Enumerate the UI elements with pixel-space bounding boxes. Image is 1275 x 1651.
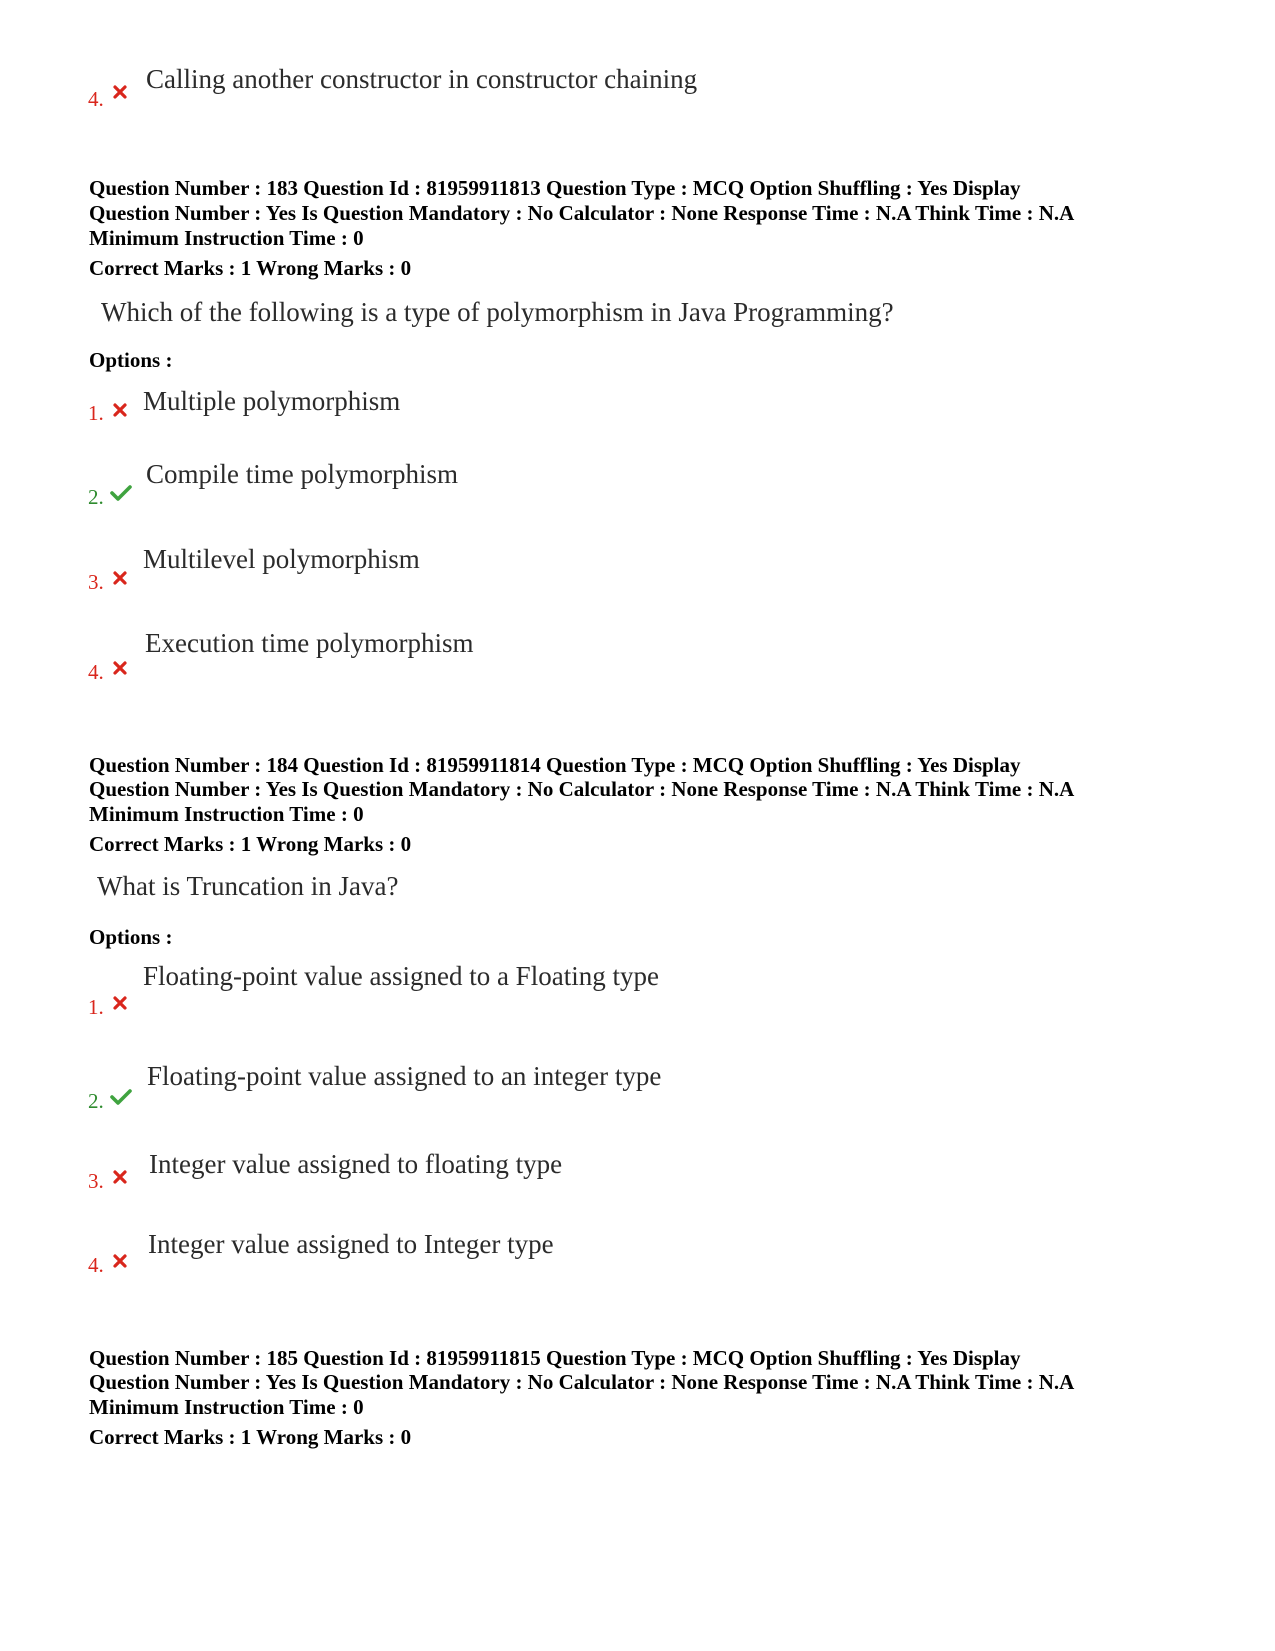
question-meta-line: Question Number : 185 Question Id : 81959911815 Question Type : MCQ Option Shuffling : Yes Display (89, 1346, 1021, 1370)
question-meta-line: Minimum Instruction Time : 0 (89, 1395, 364, 1419)
cross-icon (112, 84, 128, 100)
option-text: Integer value assigned to Integer type (148, 1229, 554, 1259)
option-text: Calling another constructor in constructor chaining (146, 64, 698, 94)
option-text: Multilevel polymorphism (143, 544, 420, 574)
cross-icon (112, 402, 128, 418)
question-marks: Correct Marks : 1 Wrong Marks : 0 (89, 832, 412, 856)
question-text: Which of the following is a type of polymorphism in Java Programming? (101, 297, 894, 327)
option-text: Floating-point value assigned to a Floating type (143, 961, 659, 991)
cross-icon (112, 1253, 128, 1269)
option-text: Multiple polymorphism (143, 386, 401, 416)
cross-icon (112, 995, 128, 1011)
question-marks: Correct Marks : 1 Wrong Marks : 0 (89, 1425, 412, 1449)
question-meta-line: Question Number : 183 Question Id : 81959911813 Question Type : MCQ Option Shuffling : Yes Display (89, 176, 1021, 200)
question-meta-line: Question Number : Yes Is Question Mandatory : No Calculator : None Response Time : N.A Think Time : N.A (89, 1370, 1075, 1394)
option-text: Compile time polymorphism (146, 459, 458, 489)
option-text: Integer value assigned to floating type (149, 1149, 563, 1179)
question-meta-line: Question Number : Yes Is Question Mandatory : No Calculator : None Response Time : N.A Think Time : N.A (89, 777, 1075, 801)
option-number: 2. (88, 485, 104, 509)
option-number: 4. (88, 87, 104, 111)
cross-icon (112, 570, 128, 586)
checkmark-icon (110, 1088, 132, 1106)
question-meta-line: Question Number : Yes Is Question Mandatory : No Calculator : None Response Time : N.A Think Time : N.A (89, 201, 1075, 225)
option-text: Floating-point value assigned to an integer type (147, 1061, 662, 1091)
option-number: 3. (88, 570, 104, 594)
option-number: 4. (88, 1253, 104, 1277)
cross-icon (112, 660, 128, 676)
question-meta-line: Minimum Instruction Time : 0 (89, 802, 364, 826)
option-number: 1. (88, 401, 104, 425)
cross-icon (112, 1169, 128, 1185)
option-text: Execution time polymorphism (145, 628, 474, 658)
option-number: 4. (88, 660, 104, 684)
options-label: Options : (89, 925, 173, 949)
options-label: Options : (89, 348, 173, 372)
question-marks: Correct Marks : 1 Wrong Marks : 0 (89, 256, 412, 280)
checkmark-icon (110, 484, 132, 502)
option-number: 2. (88, 1089, 104, 1113)
question-meta-line: Question Number : 184 Question Id : 81959911814 Question Type : MCQ Option Shuffling : Yes Display (89, 753, 1021, 777)
question-text: What is Truncation in Java? (97, 871, 399, 901)
option-number: 3. (88, 1169, 104, 1193)
question-meta-line: Minimum Instruction Time : 0 (89, 226, 364, 250)
option-number: 1. (88, 995, 104, 1019)
